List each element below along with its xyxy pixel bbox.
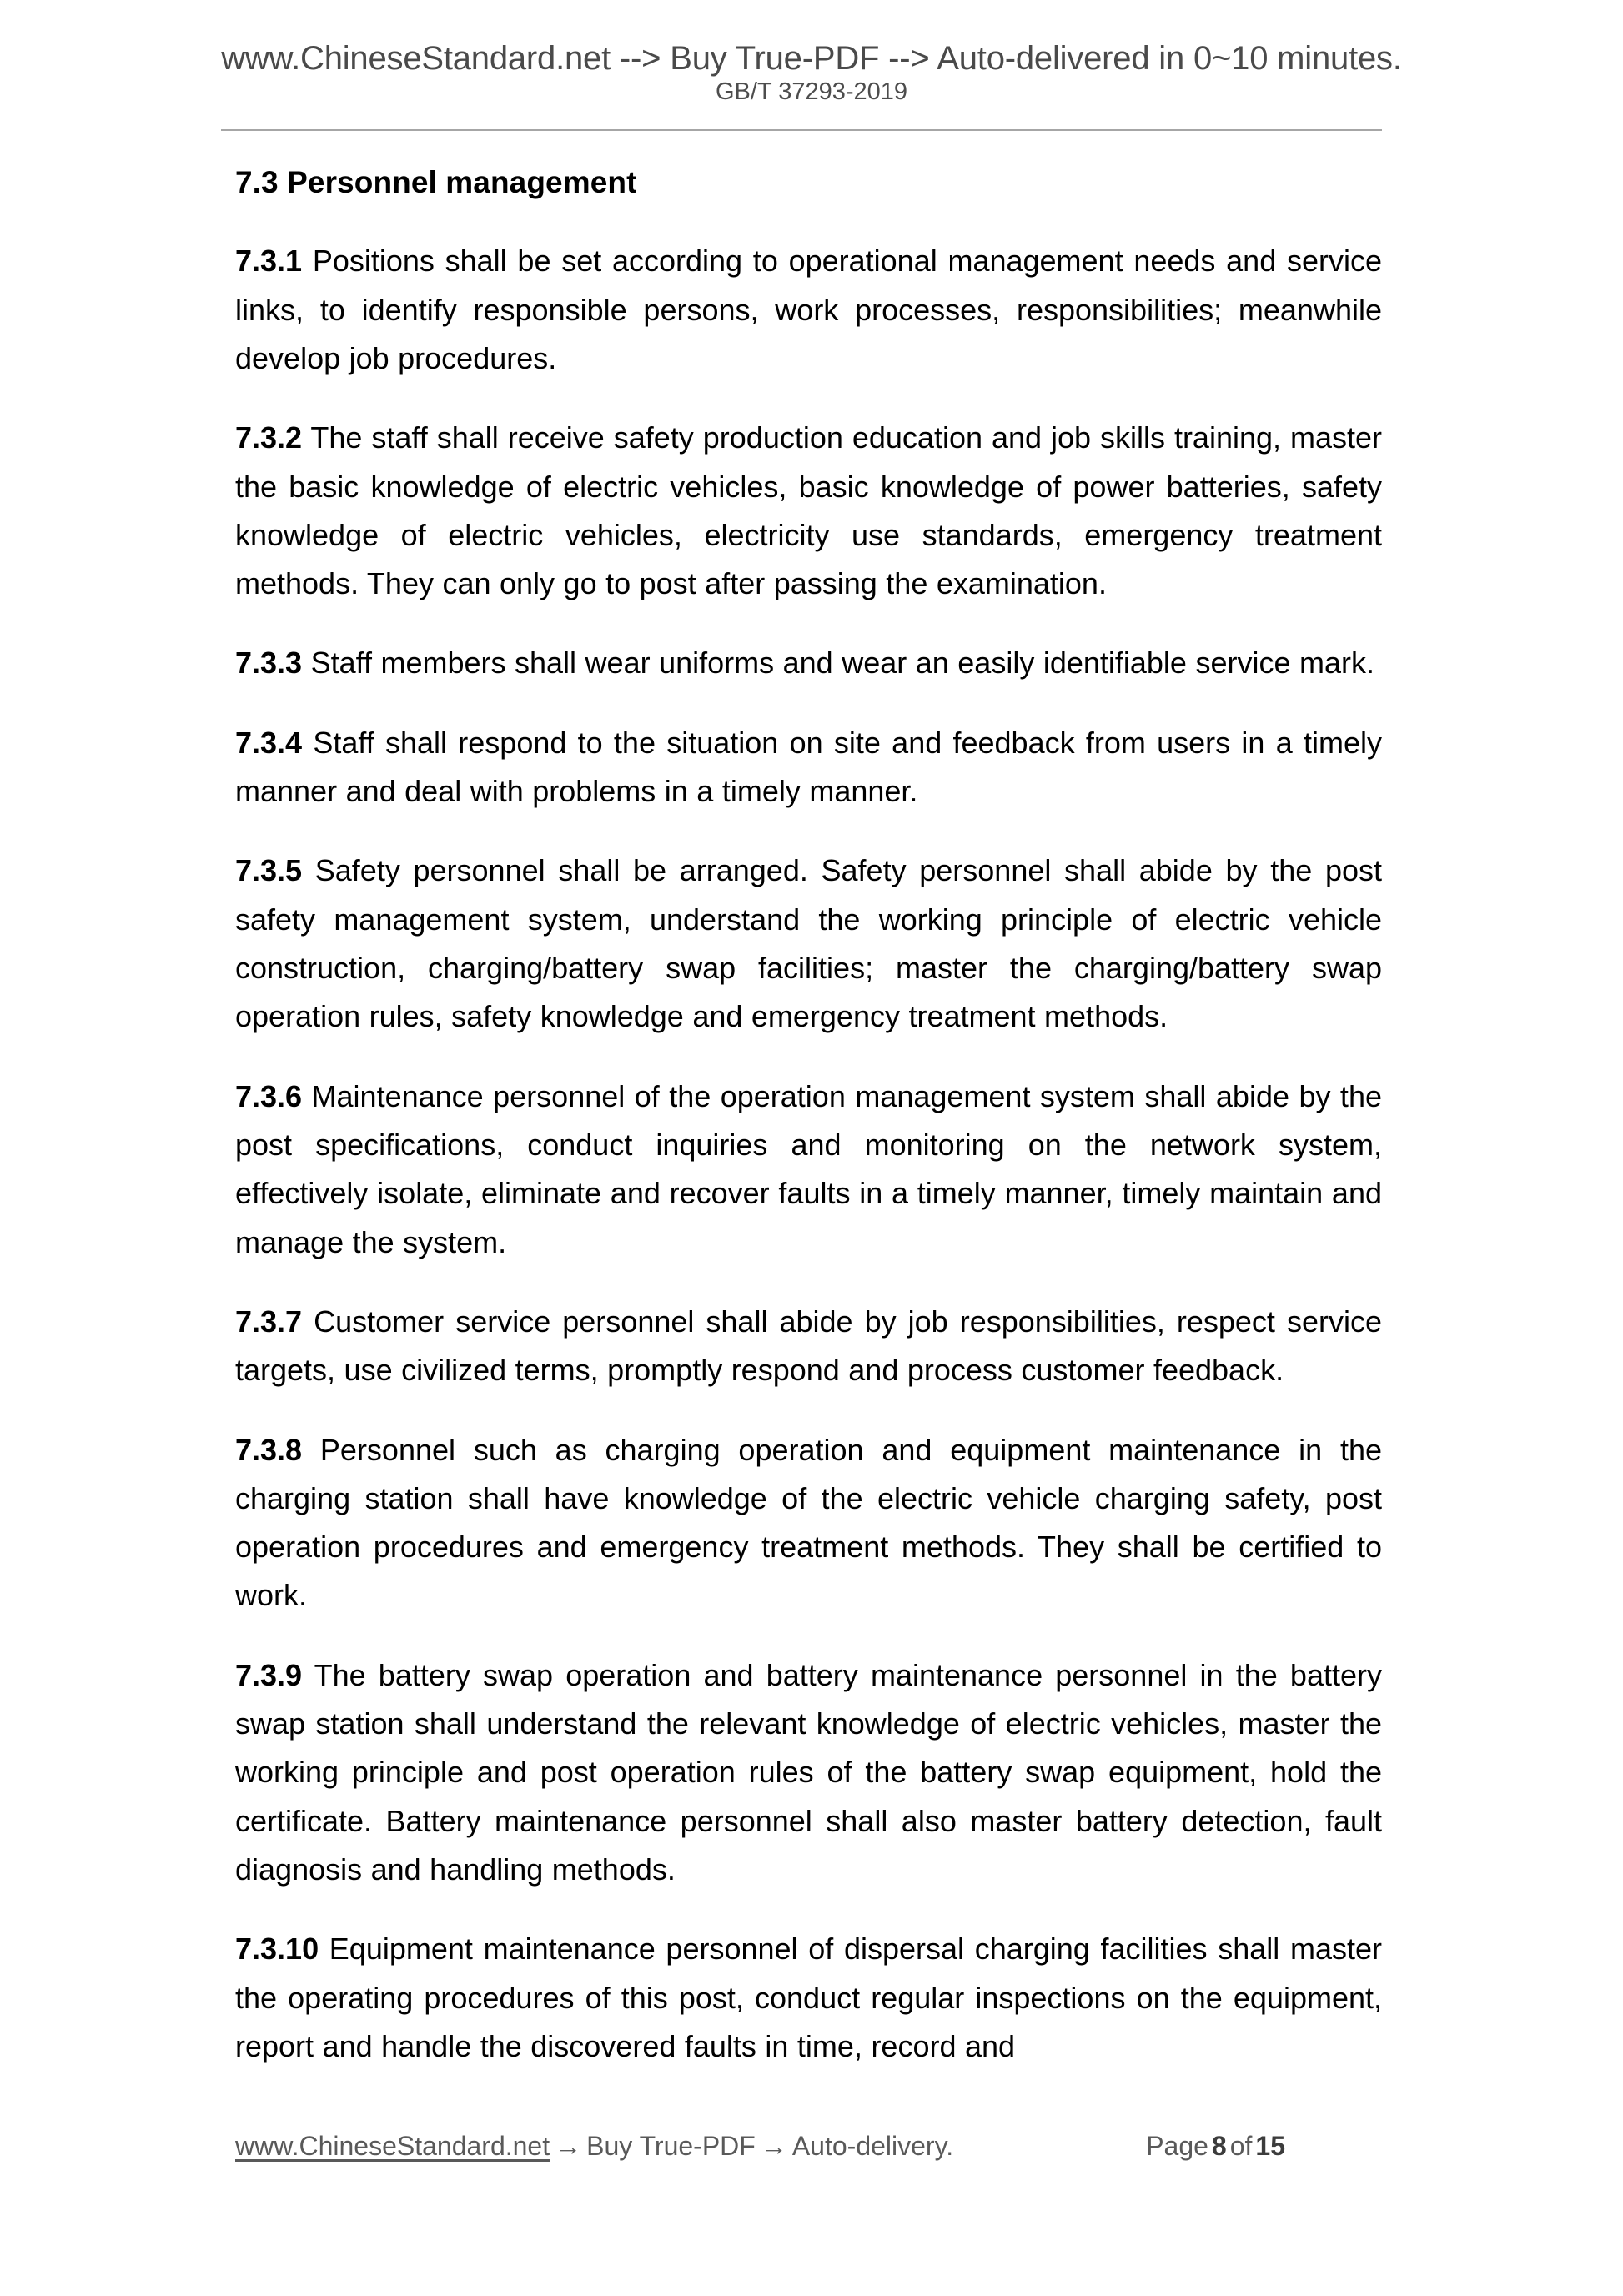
clause-7-3-6 [235,1073,1382,1267]
current-page-number: 8 [1211,2131,1227,2161]
footer-buy-label: Buy True-PDF [586,2131,756,2161]
clause-7-3-8 [235,1426,1382,1620]
clause-7-3-4 [235,719,1382,816]
clause-number: 7.3.7 [235,1304,303,1339]
page-header [0,40,1623,106]
clause-text: Equipment maintenance personnel of dispersal charging facilities shall master the operating procedures of this post, conduct regular inspections on the equipment, report and handle the discovered faults in time, record and [235,1932,1382,2063]
page-title: 7.3 Personnel management [235,165,637,199]
total-page-count: 15 [1255,2131,1285,2161]
promo-banner-text: www.ChineseStandard.net --> Buy True-PDF --> Auto-delivered in 0~10 minutes. [221,40,1402,77]
clause-7-3-7 [235,1298,1382,1395]
page-label: Page [1146,2131,1208,2161]
clause-7-3-10 [235,1925,1382,2071]
clause-text: Safety personnel shall be arranged. Safety personnel shall abide by the post safety management system, understand the working principle of electric vehicle construction, charging/battery swap facilities; master the charging/battery swap operation rules, safety knowledge and emergency treatment methods. [235,853,1382,1034]
clause-text: Positions shall be set according to operational management needs and service links, to identify responsible persons, work processes, responsibilities; meanwhile develop job procedures. [235,244,1382,375]
clause-7-3-5 [235,847,1382,1041]
clause-text: Staff members shall wear uniforms and wear an easily identifiable service mark. [310,646,1374,681]
clause-text: Personnel such as charging operation and equipment maintenance in the charging station shall have knowledge of the electric vehicle charging safety, post operation procedures and emergency treatment methods. They shall be certified to work. [235,1432,1382,1613]
clause-7-3-2 [235,414,1382,608]
of-label: of [1229,2131,1253,2161]
clause-7-3-9 [235,1651,1382,1895]
clause-text: Staff shall respond to the situation on site and feedback from users in a timely manner and deal with problems in a timely manner. [235,725,1382,809]
page-indicator [1146,2130,1382,2162]
clause-number: 7.3.8 [235,1432,303,1467]
document-body [235,163,1382,2071]
footer-website-link[interactable]: www.ChineseStandard.net [235,2131,550,2161]
footer-promo [235,2130,953,2162]
standard-number: GB/T 37293-2019 [715,78,908,105]
clause-number: 7.3.6 [235,1078,303,1113]
header-divider [221,129,1382,131]
arrow-right-icon: → [555,2131,582,2161]
clause-text: Customer service personnel shall abide by job responsibilities, respect service targets, use civilized terms, promptly respond and process customer feedback. [235,1304,1382,1388]
clause-number: 7.3.4 [235,725,303,760]
clause-number: 7.3.9 [235,1657,303,1692]
clause-number: 7.3.5 [235,853,303,888]
clause-number: 7.3.3 [235,646,303,681]
clause-7-3-1 [235,237,1382,383]
clause-7-3-3 [235,639,1382,687]
page-footer [235,2130,1382,2162]
clause-text: The staff shall receive safety production education and job skills training, master the basic knowledge of electric vehicles, basic knowledge of power batteries, safety knowledge of electric vehicles, electricity use standards, emergency treatment methods. They can only go to post after passing the examination. [235,420,1383,601]
clause-number: 7.3.2 [235,420,303,455]
arrow-right-icon: → [760,2131,787,2161]
clause-text: Maintenance personnel of the operation management system shall abide by the post specifications, conduct inquiries and monitoring on the network system, effectively isolate, eliminate and recover faults in a timely manner, timely maintain and manage the system. [235,1078,1382,1259]
clause-number: 7.3.10 [235,1932,319,1967]
clause-number: 7.3.1 [235,244,303,279]
footer-delivery-label: Auto-delivery. [791,2131,954,2161]
clause-text: The battery swap operation and battery maintenance personnel in the battery swap station shall understand the relevant knowledge of electric vehicles, master the working principle and post operation rules of the battery swap equipment, hold the certificate. Battery maintenance personnel shall also master battery detection, fault diagnosis and handling methods. [235,1657,1382,1887]
